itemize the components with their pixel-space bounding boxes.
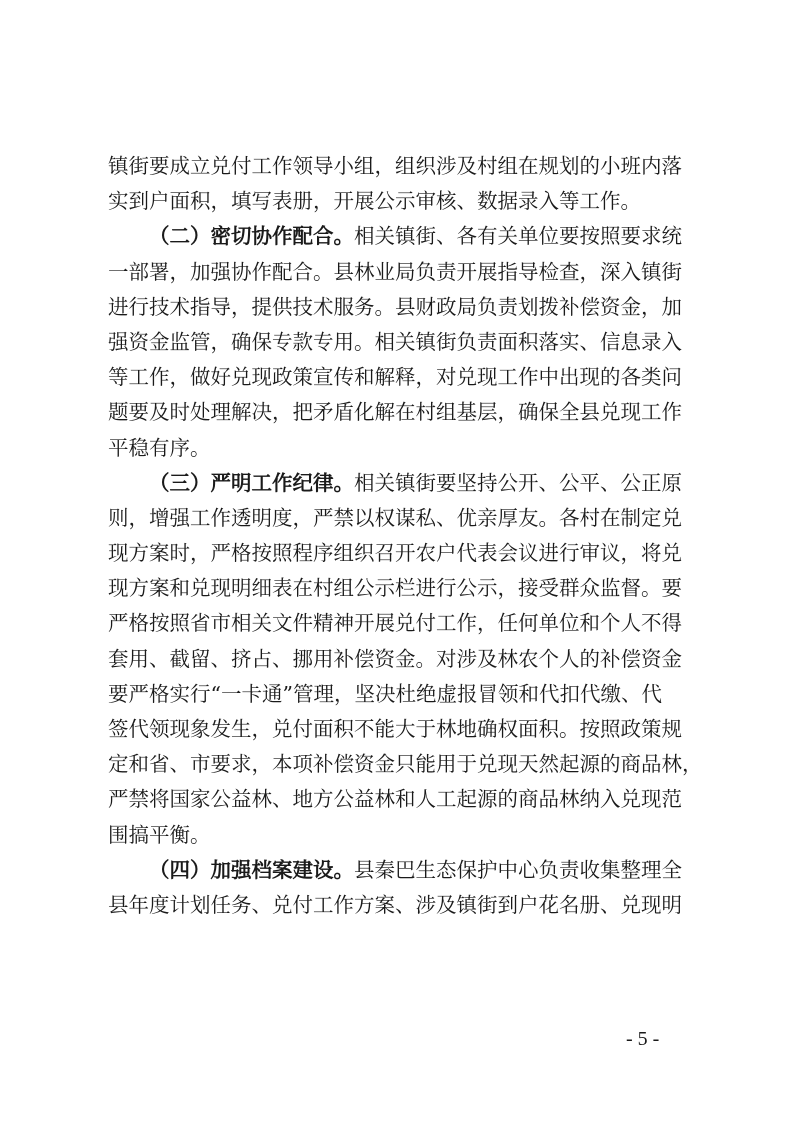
section-heading: （四）加强档案建设。 bbox=[149, 857, 354, 882]
text-line bbox=[108, 466, 708, 501]
text-line bbox=[108, 888, 708, 923]
line-text: 一部署，加强协作配合。县林业局负责开展指导检查，深入镇街 bbox=[108, 259, 682, 284]
line-text: 镇街要成立兑付工作领导小组，组织涉及村组在规划的小班内落 bbox=[108, 154, 682, 178]
line-text: 县年度计划任务、兑付工作方案、涉及镇街到户花名册、兑现明 bbox=[108, 892, 682, 917]
text-line bbox=[108, 853, 708, 888]
line-text: 县秦巴生态保护中心负责收集整理全 bbox=[354, 857, 682, 882]
line-text: 严禁将国家公益林、地方公益林和人工起源的商品林纳入兑现范 bbox=[108, 787, 682, 812]
line-text: 进行技术指导，提供技术服务。县财政局负责划拨补偿资金，加 bbox=[108, 294, 682, 319]
text-line bbox=[108, 536, 708, 571]
line-text: 等工作，做好兑现政策宣传和解释，对兑现工作中出现的各类问 bbox=[108, 365, 682, 390]
line-text: 相关镇街要坚持公开、公平、公正原 bbox=[354, 470, 682, 495]
text-line bbox=[108, 149, 708, 184]
text-line bbox=[108, 290, 708, 325]
text-line bbox=[108, 395, 708, 430]
text-line bbox=[108, 712, 708, 747]
text-line bbox=[108, 606, 708, 641]
line-text: 实到户面积，填写表册，开展公示审核、数据录入等工作。 bbox=[108, 189, 641, 214]
text-line bbox=[108, 677, 708, 712]
text-line bbox=[108, 325, 708, 360]
text-line bbox=[108, 818, 708, 853]
text-line bbox=[108, 501, 708, 536]
document-body bbox=[108, 149, 708, 923]
line-text: 现方案和兑现明细表在村组公示栏进行公示，接受群众监督。要 bbox=[108, 576, 682, 601]
text-line bbox=[108, 782, 708, 817]
line-text: 要严格实行“一卡通”管理，坚决杜绝虚报冒领和代扣代缴、代 bbox=[108, 681, 662, 706]
page-number: - 5 - bbox=[626, 1028, 660, 1050]
text-line bbox=[108, 184, 708, 219]
line-text: 相关镇街、各有关单位要按照要求统 bbox=[354, 224, 682, 249]
line-text: 签代领现象发生，兑付面积不能大于林地确权面积。按照政策规 bbox=[108, 717, 682, 741]
text-line bbox=[108, 360, 708, 395]
line-text: 现方案时，严格按照程序组织召开农户代表会议进行审议，将兑 bbox=[108, 541, 682, 566]
line-text: 严格按照省市相关文件精神开展兑付工作，任何单位和个人不得 bbox=[108, 611, 682, 636]
section-heading: （三）严明工作纪律。 bbox=[149, 470, 354, 495]
text-line bbox=[108, 431, 708, 466]
line-text: 题要及时处理解决，把矛盾化解在村组基层，确保全县兑现工作 bbox=[108, 400, 682, 425]
text-line bbox=[108, 255, 708, 290]
line-text: 围搞平衡。 bbox=[108, 822, 211, 847]
text-line bbox=[108, 571, 708, 606]
line-text: 则，增强工作透明度，严禁以权谋私、优亲厚友。各村在制定兑 bbox=[108, 505, 682, 530]
line-text: 套用、截留、挤占、挪用补偿资金。对涉及林农个人的补偿资金 bbox=[108, 646, 682, 671]
line-text: 强资金监管，确保专款专用。相关镇街负责面积落实、信息录入 bbox=[108, 329, 682, 354]
text-line bbox=[108, 747, 708, 782]
line-text: 定和省、市要求，本项补偿资金只能用于兑现天然起源的商品林， bbox=[108, 752, 703, 777]
text-line bbox=[108, 219, 708, 254]
text-line bbox=[108, 642, 708, 677]
section-heading: （二）密切协作配合。 bbox=[149, 224, 354, 249]
line-text: 平稳有序。 bbox=[108, 435, 211, 460]
